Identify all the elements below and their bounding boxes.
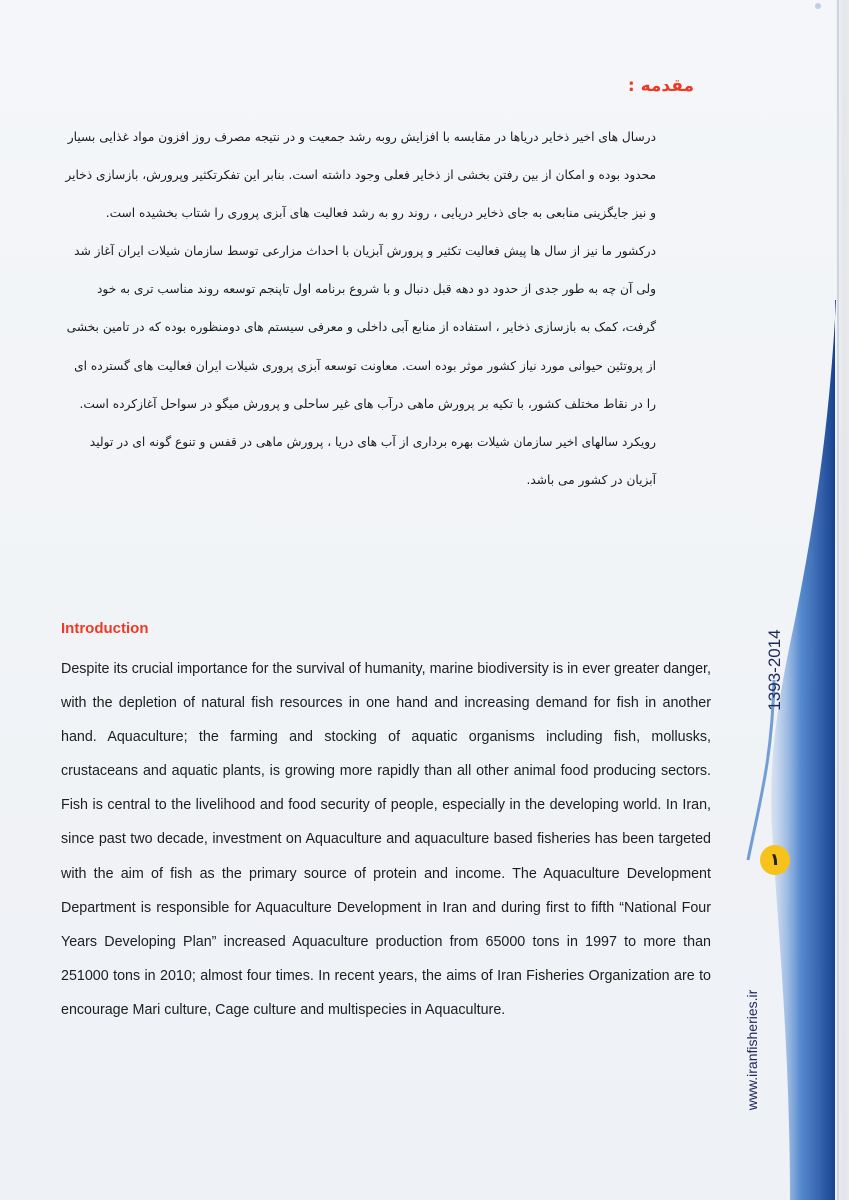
english-paragraph: Despite its crucial importance for the survival of humanity, marine biodiversity is in ever greater danger, with the depletion of natural fish resources in one hand and increasing demand for fish in another hand. Aquaculture; the farming and stocking of aquatic organisms including fish, mollusks, crustaceans and aquatic plants, is growing more rapidly than all other animal food producing sectors. Fish is central to the livelihood and food security of people, especially in the developing world. In Iran, since past two decade, investment on Aquaculture and aquaculture based fisheries has been targeted with the aim of fish as the primary source of protein and income. The Aquaculture Development Department is responsible for Aquaculture Development in Iran and during first to fifth “National Four Years Developing Plan” increased Aquaculture production from 65000 tons in 1997 to more than 251000 tons in 2010; almost four times. In recent years, the aims of Iran Fisheries Organization are to encourage Mari culture, Cage culture and multispecies in Aquaculture. [61, 661, 711, 1018]
page-number: ۱ [769, 850, 781, 870]
persian-line: محدود بوده و امکان از بین رفتن بخشی از ذخایر فعلی وجود داشته است. بنابر این تفکرتکثیر وپرورش، بازسازی ذخایر [65, 168, 656, 183]
persian-paragraph [62, 118, 656, 499]
website-text: www.iranfisheries.ir [744, 989, 760, 1111]
year-range-text: 1393-2014 [765, 629, 784, 711]
persian-line: ولی آن چه به طور جدی از حدود دو دهه قبل دنبال و با شروع برنامه اول تاپنجم توسعه روند مناسب تری به خود [96, 282, 656, 297]
persian-line: درکشور ما نیز از سال ها پیش فعالیت تکثیر و پرورش آبزیان با احداث مزارعی توسط سازمان شیلات ایران آغاز شد [74, 244, 656, 259]
persian-line: رویکرد سالهای اخیر سازمان شیلات بهره برداری از آب های دریا ، پرورش ماهی در قفس و تنوع گونه ای در تولید [89, 434, 656, 449]
scan-edge [835, 0, 849, 1200]
persian-line: آبزیان در کشور می باشد. [526, 472, 656, 487]
persian-line: درسال های اخیر ذخایر دریاها در مقایسه با افزایش روبه رشد جمعیت و در نتیجه مصرف روز افزون مواد غذایی بسیار [67, 130, 656, 144]
persian-heading: مقدمه : [627, 76, 694, 96]
persian-line: از پروتئین حیوانی مورد نیاز کشور موثر بوده است. معاونت توسعه آبزی پروری شیلات ایران فعالیت های گسترده ای [74, 358, 656, 373]
persian-line: گرفت، کمک به بازسازی ذخایر ، استفاده از منابع آبی داخلی و معرفی سیستم های دومنظوره بوده که در تامین بخشی [66, 320, 656, 335]
persian-line: و نیز جایگزینی منابعی به جای ذخایر دریایی ، روند رو به رشد فعالیت های آبزی پروری را شتاب بخشیده است. [105, 206, 656, 221]
english-heading: Introduction [61, 620, 149, 637]
persian-line: را در نقاط مختلف کشور، با تکیه بر پرورش ماهی درآب های غیر ساحلی و پرورش میگو در سواحل آغازکرده است. [79, 396, 656, 411]
page-number-badge [760, 845, 790, 875]
